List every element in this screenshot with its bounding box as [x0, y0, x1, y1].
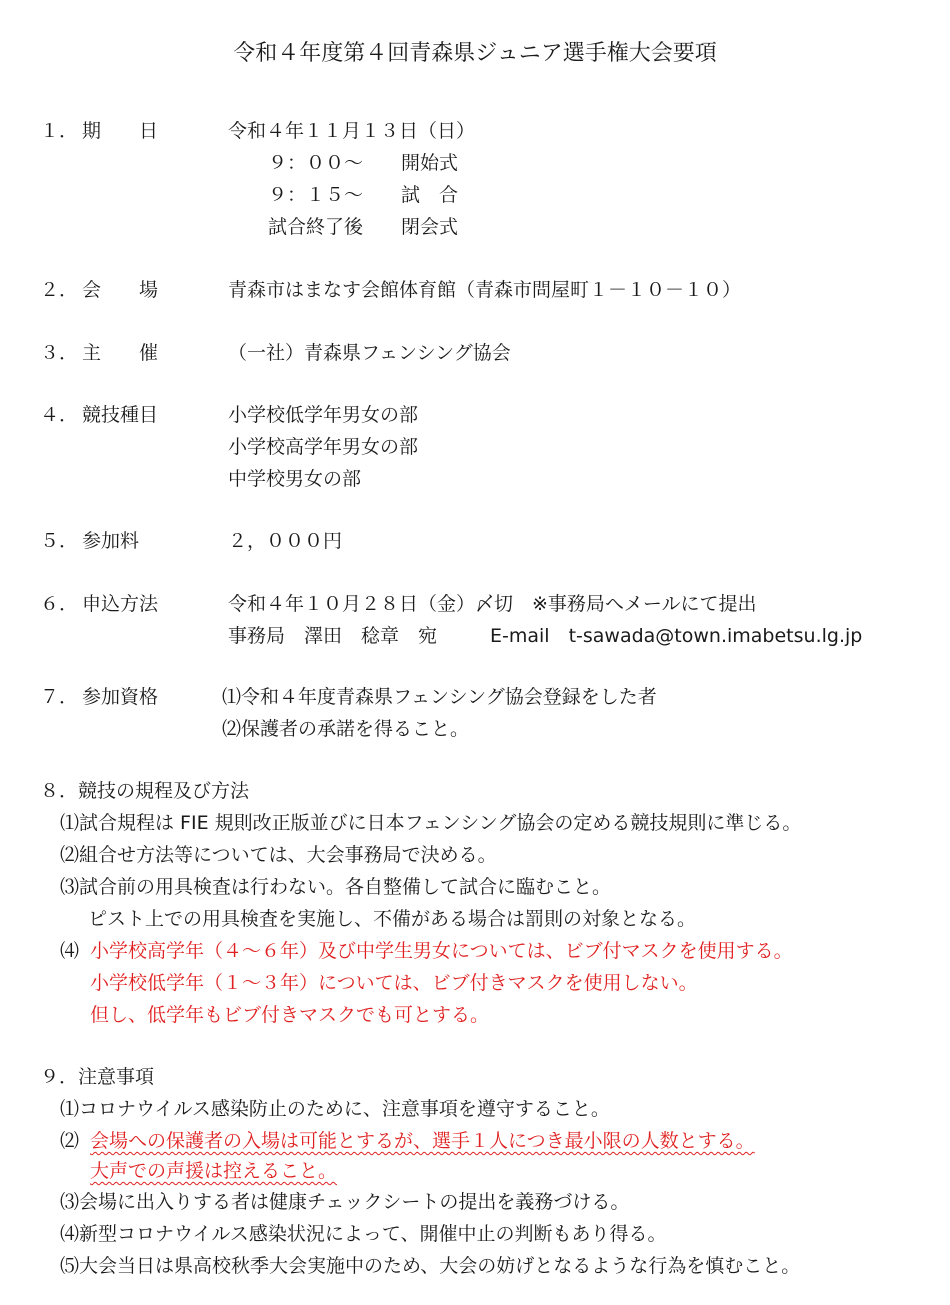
note-item-highlight: 大声での声援は控えること。	[90, 1160, 338, 1182]
section-number: ６．	[40, 593, 79, 615]
rule-item-highlight: 但し、低学年もビブ付きマスクでも可とする。	[90, 1004, 490, 1026]
note-item: ⑸大会当日は県高校秋季大会実施中のため、大会の妨げとなるような行為を慎むこと。	[60, 1255, 801, 1277]
rule-item-number: ⑷	[60, 940, 80, 962]
note-item: ⑷新型コロナウイルス感染状況によって、開催中止の判断もあり得る。	[60, 1223, 667, 1245]
section-label: 主 催	[82, 342, 159, 364]
section-number: ７．	[40, 686, 79, 708]
section-label: 参加料	[82, 530, 140, 552]
event-item: 小学校低学年男女の部	[228, 404, 419, 426]
note-item-number: ⑵	[60, 1130, 80, 1152]
document-title: 令和４年度第４回青森県ジュニア選手権大会要項	[233, 41, 717, 66]
event-date: 令和４年１１月１３日（日）	[228, 120, 476, 142]
eligibility-item: ⑴令和４年度青森県フェンシング協会登録をした者	[222, 686, 657, 708]
venue-text: 青森市はまなす会館体育館（青森市問屋町１－１０－１０）	[228, 279, 742, 301]
section-label: 申込方法	[82, 593, 159, 615]
rule-item: ⑶試合前の用具検査は行わない。各自整備して試合に臨むこと。	[60, 876, 612, 898]
office-contact: 事務局 澤田 稔章 宛	[228, 625, 438, 647]
section-number: ４．	[40, 404, 79, 426]
rule-item-highlight: 小学校高学年（４～６年）及び中学生男女については、ビブ付マスクを使用する。	[90, 940, 793, 962]
organizer-text: （一社）青森県フェンシング協会	[228, 342, 511, 364]
event-item: 中学校男女の部	[228, 468, 362, 490]
section-number: １．	[40, 120, 79, 142]
schedule-match: ９：１５～ 試 合	[268, 184, 459, 206]
rule-item-highlight: 小学校低学年（１～３年）については、ビブ付きマスクを使用しない。	[90, 972, 698, 994]
section-label: 参加資格	[82, 686, 159, 708]
section-heading: ８．競技の規程及び方法	[40, 780, 250, 802]
rule-item-continued: ピスト上での用具検査を実施し、不備がある場合は罰則の対象となる。	[88, 908, 697, 930]
schedule-opening: ９：００～ 開始式	[268, 152, 459, 174]
section-number: ２．	[40, 279, 79, 301]
schedule-closing: 試合終了後 閉会式	[268, 216, 459, 238]
rule-item: ⑴試合規程は FIE 規則改正版並びに日本フェンシング協会の定める競技規則に準じる。	[60, 812, 802, 834]
section-label: 競技種目	[82, 404, 159, 426]
event-item: 小学校高学年男女の部	[228, 436, 419, 458]
section-label: 期 日	[82, 120, 159, 142]
note-item-highlight: 会場への保護者の入場は可能とするが、選手１人につき最小限の人数とする。	[90, 1130, 755, 1152]
deadline-text: 令和４年１０月２８日（金）〆切 ※事務局へメールにて提出	[228, 593, 757, 615]
email-address[interactable]: E-mail t-sawada@town.imabetsu.lg.jp	[490, 625, 863, 647]
section-label: 会 場	[82, 279, 159, 301]
section-heading: ９．注意事項	[40, 1066, 155, 1088]
fee-text: ２，０００円	[228, 530, 343, 552]
note-item: ⑴コロナウイルス感染防止のために、注意事項を遵守すること。	[60, 1098, 610, 1120]
section-number: ３．	[40, 342, 79, 364]
rule-item: ⑵組合せ方法等については、大会事務局で決める。	[60, 844, 497, 866]
section-number: ５．	[40, 530, 79, 552]
eligibility-item: ⑵保護者の承諾を得ること。	[222, 718, 470, 740]
note-item: ⑶会場に出入りする者は健康チェックシートの提出を義務づける。	[60, 1191, 630, 1213]
